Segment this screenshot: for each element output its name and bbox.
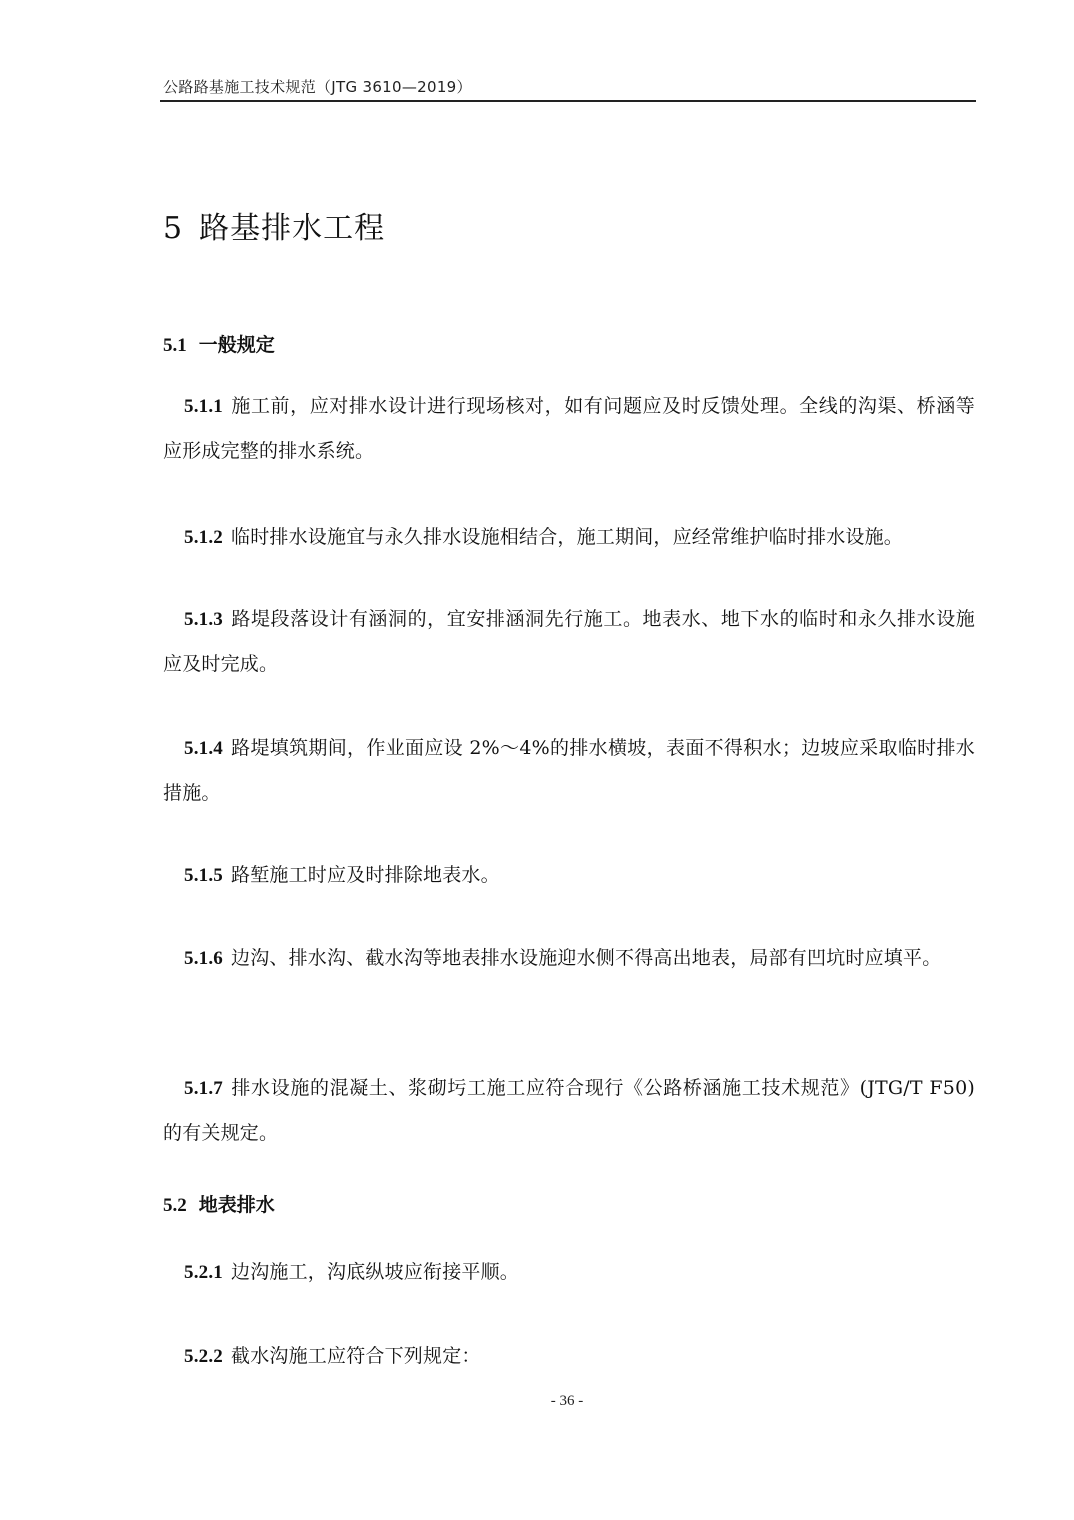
clause-5-1-6	[163, 936, 975, 981]
running-header: 公路路基施工技术规范（JTG 3610—2019）	[163, 78, 472, 96]
section-heading-5-1	[163, 330, 275, 357]
clause-text: 施工前，应对排水设计进行现场核对，如有问题应及时反馈处理。全线的沟渠、桥涵等应形成完整的排水系统。	[163, 395, 975, 462]
clause-number: 5.1.5	[184, 865, 223, 886]
clause-5-2-2	[163, 1334, 975, 1379]
section-heading-5-2	[163, 1190, 275, 1217]
clause-text: 路堑施工时应及时排除地表水。	[231, 864, 500, 886]
clause-5-1-2	[163, 515, 975, 560]
chapter-title-text: 路基排水工程	[199, 211, 386, 246]
clause-number: 5.1.1	[184, 396, 223, 417]
clause-text: 排水设施的混凝土、浆砌圬工施工应符合现行《公路桥涵施工技术规范》(JTG/T F50)的有关规定。	[163, 1077, 975, 1144]
chapter-number: 5	[163, 211, 184, 246]
section-title-text: 地表排水	[198, 1194, 275, 1216]
clause-number: 5.1.7	[184, 1078, 223, 1099]
clause-text: 路堤段落设计有涵洞的，宜安排涵洞先行施工。地表水、地下水的临时和永久排水设施应及时完成。	[163, 608, 975, 675]
clause-5-1-7	[163, 1066, 975, 1155]
clause-number: 5.2.2	[184, 1346, 223, 1367]
clause-5-1-4	[163, 726, 975, 815]
clause-number: 5.1.2	[184, 527, 223, 548]
clause-number: 5.1.3	[184, 609, 223, 630]
clause-5-1-5	[163, 853, 975, 898]
clause-number: 5.1.6	[184, 948, 223, 969]
header-divider	[160, 100, 976, 102]
clause-text: 边沟施工，沟底纵坡应衔接平顺。	[231, 1261, 520, 1283]
clause-5-1-1	[163, 384, 975, 473]
section-title-text: 一般规定	[198, 334, 275, 356]
clause-5-1-3	[163, 597, 975, 686]
clause-number: 5.2.1	[184, 1262, 223, 1283]
clause-number: 5.1.4	[184, 738, 223, 759]
clause-text: 临时排水设施宜与永久排水设施相结合，施工期间，应经常维护临时排水设施。	[231, 526, 904, 548]
clause-5-2-1	[163, 1250, 975, 1295]
section-number: 5.2	[163, 1195, 187, 1216]
page-number: - 36 -	[550, 1393, 584, 1409]
chapter-title	[163, 203, 385, 247]
clause-text: 边沟、排水沟、截水沟等地表排水设施迎水侧不得高出地表，局部有凹坑时应填平。	[231, 947, 942, 969]
clause-text: 截水沟施工应符合下列规定：	[231, 1345, 481, 1367]
clause-text: 路堤填筑期间，作业面应设 2%～4%的排水横坡，表面不得积水；边坡应采取临时排水措施。	[163, 737, 975, 804]
section-number: 5.1	[163, 335, 187, 356]
